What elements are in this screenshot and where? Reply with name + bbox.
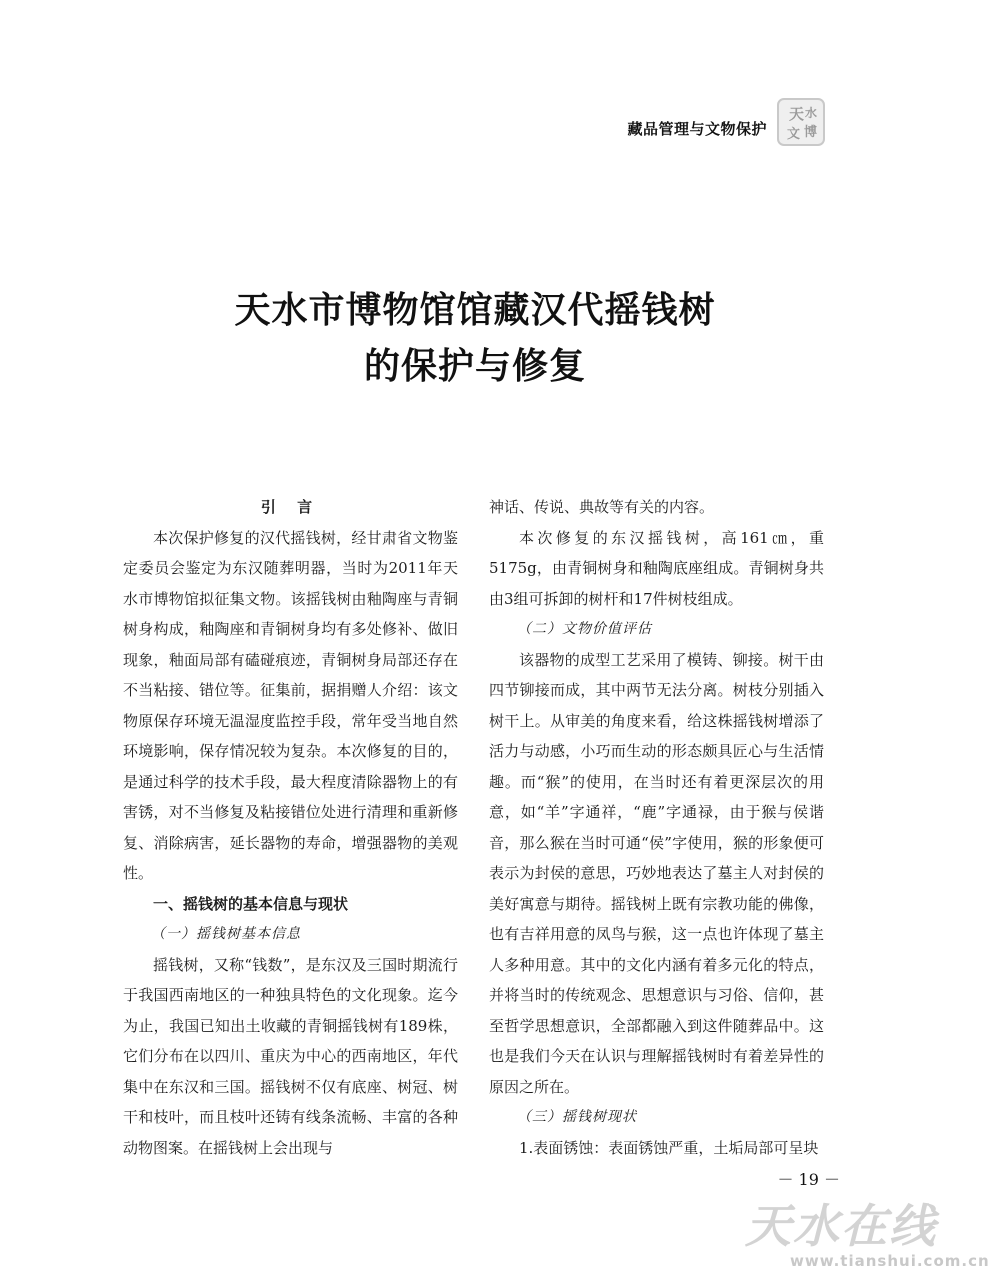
article-title bbox=[0, 282, 950, 394]
svg-text:文: 文 bbox=[787, 127, 801, 142]
current-condition-paragraph: 1.表面锈蚀：表面锈蚀严重，土垢局部可呈块 bbox=[519, 1138, 819, 1157]
title-line-1: 天水市博物馆馆藏汉代摇钱树 bbox=[234, 289, 716, 331]
value-assessment-paragraph: 该器物的成型工艺采用了模铸、铆接。树干由四节铆接而成，其中两节无法分离。树枝分别插入树干上。从审美的角度来看，给这株摇钱树增添了活力与动感，小巧而生动的形态颇具匠心与生活情趣。而“猴”的使用，在当时还有着更深层次的用意，如“羊”字通祥，“鹿”字通禄，由于猴与侯谐音，那么猴在当时可通“侯”字使用，猴的形象便可表示为封侯的意思，巧妙地表达了墓主人对封侯的美好寓意与期待。摇钱树上既有宗教功能的佛像，也有吉祥用意的凤鸟与猴，这一点也许体现了墓主人多种用意。其中的文化内涵有着多元化的特点，并将当时的传统观念、思想意识与习俗、信仰，甚至哲学思想意识，全部都融入到这件随葬品中。这也是我们今天在认识与理解摇钱树时有着差异性的原因之所在。 bbox=[489, 650, 824, 1096]
basic-info-paragraph: 摇钱树，又称“钱数”，是东汉及三国时期流行于我国西南地区的一种独具特色的文化现象。迄今为止，我国已知出土收藏的青铜摇钱树有189株，它们分布在以四川、重庆为中心的西南地区，年代集中在东汉和三国。摇钱树不仅有底座、树冠、树干和枝叶，而且枝叶还铸有线条流畅、丰富的各种动物图案。在摇钱树上会出现与 bbox=[123, 955, 458, 1157]
subsection-1-heading: （一）摇钱树基本信息 bbox=[151, 926, 301, 942]
left-column bbox=[123, 492, 458, 1163]
title-line-2: 的保护与修复 bbox=[363, 345, 586, 387]
subsection-2-heading: （二）文物价值评估 bbox=[517, 621, 652, 637]
section-1-heading: 一、摇钱树的基本信息与现状 bbox=[153, 894, 349, 913]
subsection-3-heading: （三）摇钱树现状 bbox=[517, 1109, 637, 1125]
svg-text:天: 天 bbox=[789, 105, 805, 123]
running-header-section: 藏品管理与文物保护 bbox=[627, 120, 767, 138]
svg-text:博: 博 bbox=[804, 125, 818, 140]
right-column bbox=[489, 492, 824, 1163]
watermark-url: www.tianshui.com.cn bbox=[790, 1252, 990, 1270]
site-watermark: 天水在线 bbox=[745, 1199, 937, 1253]
page-number: － 19 － bbox=[777, 1170, 840, 1189]
continued-paragraph: 神话、传说、典故等有关的内容。 bbox=[489, 498, 715, 516]
intro-paragraph: 本次保护修复的汉代摇钱树，经甘肃省文物鉴定委员会鉴定为东汉随葬明器，当时为2011年天水市博物馆拟征集文物。该摇钱树由釉陶座与青铜树身构成，釉陶座和青铜树身均有多处修补、做旧现象，釉面局部有磕碰痕迹，青铜树身局部还存在不当粘接、错位等。征集前，据捐赠人介绍：该文物原保存环境无温湿度监控手段，常年受当地自然环境影响，保存情况较为复杂。本次修复的目的，是通过科学的技术手段，最大程度清除器物上的有害锈，对不当修复及粘接错位处进行清理和重新修复、消除病害，延长器物的寿命，增强器物的美观性。 bbox=[123, 528, 458, 882]
journal-logo bbox=[775, 96, 827, 148]
svg-text:水: 水 bbox=[805, 106, 818, 120]
intro-heading: 引 言 bbox=[260, 498, 321, 516]
dimensions-paragraph: 本次修复的东汉摇钱树，高161㎝，重5175g，由青铜树身和釉陶底座组成。青铜树身共由3组可拆卸的树杆和17件树枝组成。 bbox=[489, 528, 824, 608]
